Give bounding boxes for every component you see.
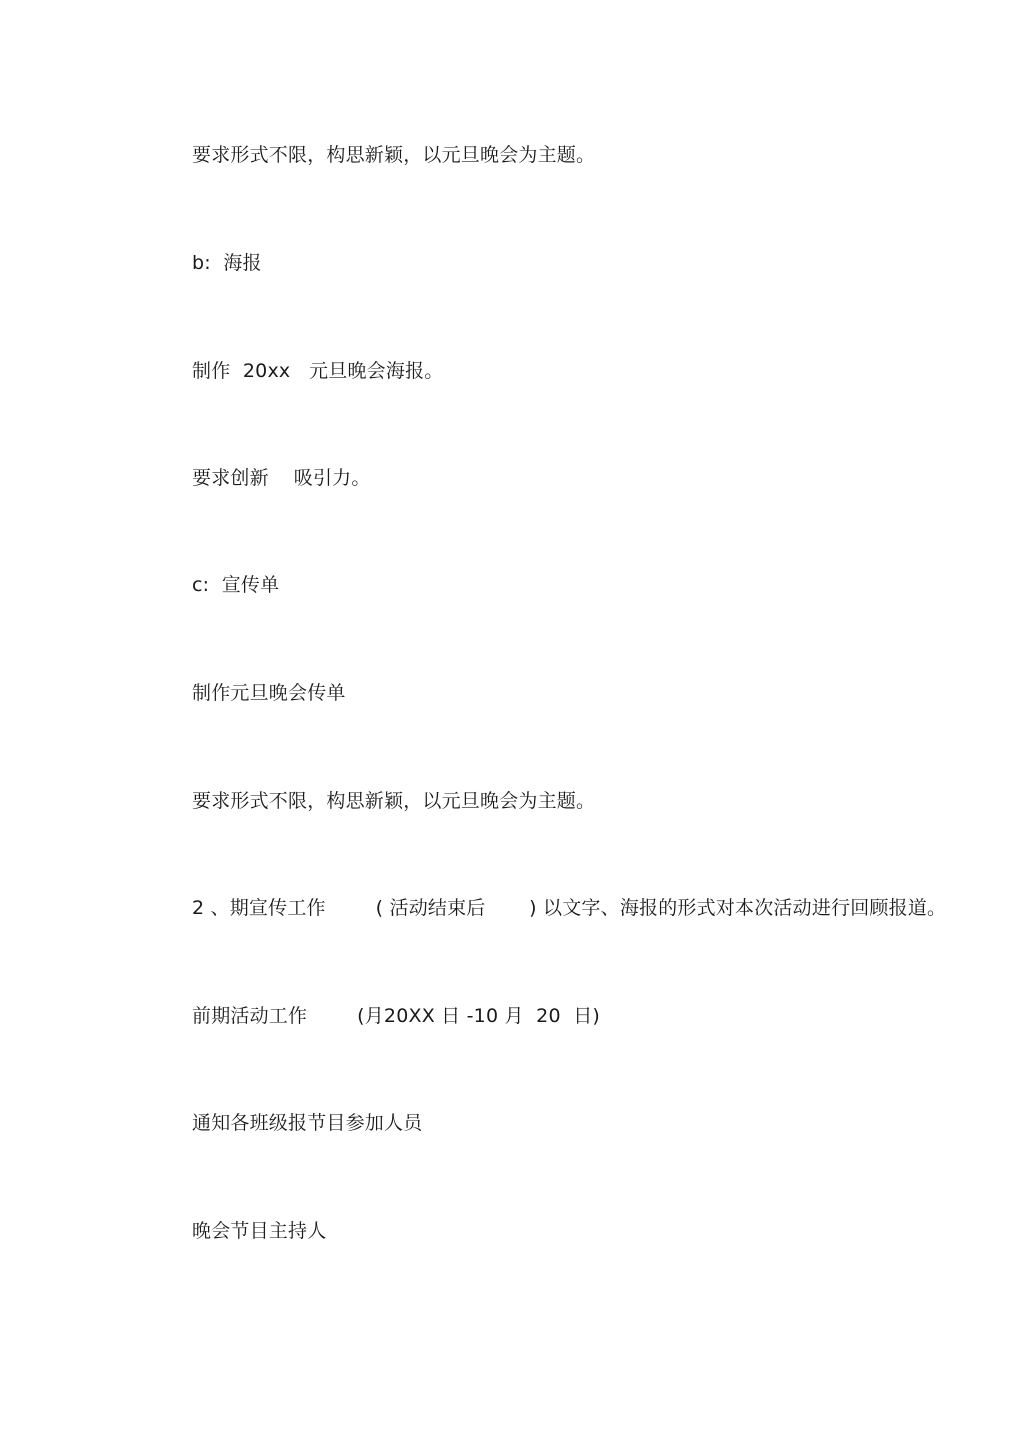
text-line: 要求形式不限，构思新颖，以元旦晚会为主题。 [192,790,596,812]
text-line: 通知各班级报节目参加人员 [192,1112,423,1134]
text-line: b: 海报 [192,252,262,274]
text-line: 要求创新 吸引力。 [192,467,371,489]
text-line: 制作 20xx 元旦晚会海报。 [192,360,444,382]
text-line: 制作元旦晚会传单 [192,682,346,704]
text-line: 前期活动工作 (月20XX 日 -10 月 20 日) [192,1005,601,1027]
text-line: 晚会节目主持人 [192,1220,327,1242]
text-line: 要求形式不限，构思新颖，以元旦晚会为主题。 [192,144,596,166]
text-line: c: 宣传单 [192,574,280,596]
text-line: 2 、期宣传工作 ( 活动结束后 ) 以文字、海报的形式对本次活动进行回顾报道。 [192,897,947,919]
